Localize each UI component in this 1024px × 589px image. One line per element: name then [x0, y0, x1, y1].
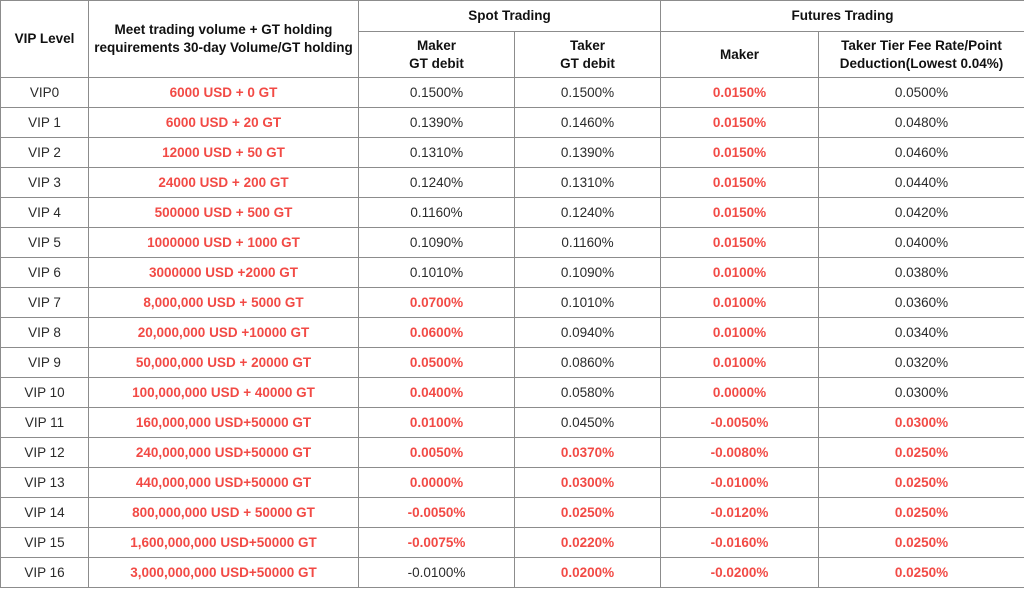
- futures-maker-cell: -0.0050%: [661, 408, 819, 438]
- spot-taker-cell: 0.1160%: [515, 228, 661, 258]
- futures-maker-header: Maker: [661, 32, 819, 78]
- table-row: [1, 108, 1024, 138]
- futures-taker-cell: 0.0250%: [819, 438, 1024, 468]
- futures-maker-cell: -0.0200%: [661, 558, 819, 588]
- futures-maker-cell: 0.0150%: [661, 228, 819, 258]
- spot-maker-cell: 0.1500%: [359, 78, 515, 108]
- futures-taker-header: [819, 32, 1024, 78]
- futures-taker-header-line1: Taker Tier Fee Rate/Point: [841, 37, 1002, 53]
- vip-level-cell: VIP 12: [1, 438, 89, 468]
- requirement-header: Meet trading volume + GT holding requirements 30-day Volume/GT holding: [89, 1, 359, 78]
- spot-maker-cell: -0.0075%: [359, 528, 515, 558]
- table-row: [1, 528, 1024, 558]
- table-row: [1, 168, 1024, 198]
- requirement-cell: 12000 USD + 50 GT: [89, 138, 359, 168]
- table-row: [1, 498, 1024, 528]
- spot-taker-cell: 0.0250%: [515, 498, 661, 528]
- futures-taker-header-line2: Deduction(Lowest 0.04%): [839, 55, 1004, 71]
- spot-taker-cell: 0.1500%: [515, 78, 661, 108]
- spot-maker-cell: -0.0100%: [359, 558, 515, 588]
- vip-level-cell: VIP 8: [1, 318, 89, 348]
- spot-maker-cell: -0.0050%: [359, 498, 515, 528]
- requirement-cell: 50,000,000 USD + 20000 GT: [89, 348, 359, 378]
- spot-taker-cell: 0.0300%: [515, 468, 661, 498]
- futures-taker-cell: 0.0360%: [819, 288, 1024, 318]
- vip-level-cell: VIP0: [1, 78, 89, 108]
- table-row: [1, 78, 1024, 108]
- table-row: [1, 288, 1024, 318]
- spot-taker-cell: 0.1010%: [515, 288, 661, 318]
- requirement-cell: 24000 USD + 200 GT: [89, 168, 359, 198]
- requirement-cell: 800,000,000 USD + 50000 GT: [89, 498, 359, 528]
- vip-level-cell: VIP 10: [1, 378, 89, 408]
- table-row: [1, 378, 1024, 408]
- vip-level-cell: VIP 11: [1, 408, 89, 438]
- vip-level-cell: VIP 13: [1, 468, 89, 498]
- spot-taker-cell: 0.0450%: [515, 408, 661, 438]
- futures-taker-cell: 0.0320%: [819, 348, 1024, 378]
- vip-level-cell: VIP 9: [1, 348, 89, 378]
- vip-level-cell: VIP 4: [1, 198, 89, 228]
- futures-maker-cell: -0.0120%: [661, 498, 819, 528]
- futures-maker-cell: 0.0100%: [661, 288, 819, 318]
- futures-maker-cell: 0.0100%: [661, 318, 819, 348]
- spot-taker-cell: 0.0580%: [515, 378, 661, 408]
- spot-taker-cell: 0.0220%: [515, 528, 661, 558]
- futures-taker-cell: 0.0400%: [819, 228, 1024, 258]
- requirement-cell: 6000 USD + 20 GT: [89, 108, 359, 138]
- spot-taker-header-line2: GT debit: [560, 55, 615, 71]
- futures-maker-cell: 0.0150%: [661, 168, 819, 198]
- table-row: [1, 438, 1024, 468]
- spot-maker-cell: 0.1160%: [359, 198, 515, 228]
- vip-level-cell: VIP 14: [1, 498, 89, 528]
- requirement-cell: 500000 USD + 500 GT: [89, 198, 359, 228]
- table-row: [1, 258, 1024, 288]
- spot-maker-cell: 0.0100%: [359, 408, 515, 438]
- vip-level-cell: VIP 5: [1, 228, 89, 258]
- spot-maker-header: [359, 32, 515, 78]
- requirement-cell: 160,000,000 USD+50000 GT: [89, 408, 359, 438]
- futures-maker-cell: 0.0150%: [661, 198, 819, 228]
- spot-taker-cell: 0.1090%: [515, 258, 661, 288]
- futures-taker-cell: 0.0300%: [819, 408, 1024, 438]
- spot-maker-cell: 0.0000%: [359, 468, 515, 498]
- vip-level-cell: VIP 1: [1, 108, 89, 138]
- futures-maker-cell: -0.0160%: [661, 528, 819, 558]
- futures-taker-cell: 0.0420%: [819, 198, 1024, 228]
- spot-maker-cell: 0.0700%: [359, 288, 515, 318]
- spot-taker-cell: 0.1310%: [515, 168, 661, 198]
- futures-taker-cell: 0.0250%: [819, 498, 1024, 528]
- spot-maker-header-line2: GT debit: [409, 55, 464, 71]
- requirement-cell: 240,000,000 USD+50000 GT: [89, 438, 359, 468]
- table-row: [1, 198, 1024, 228]
- futures-taker-cell: 0.0380%: [819, 258, 1024, 288]
- futures-taker-cell: 0.0340%: [819, 318, 1024, 348]
- spot-taker-cell: 0.0370%: [515, 438, 661, 468]
- spot-maker-cell: 0.1310%: [359, 138, 515, 168]
- spot-maker-cell: 0.1090%: [359, 228, 515, 258]
- futures-taker-cell: 0.0250%: [819, 558, 1024, 588]
- requirement-cell: 20,000,000 USD +10000 GT: [89, 318, 359, 348]
- futures-maker-cell: 0.0100%: [661, 348, 819, 378]
- requirement-cell: 440,000,000 USD+50000 GT: [89, 468, 359, 498]
- spot-maker-cell: 0.1390%: [359, 108, 515, 138]
- futures-taker-cell: 0.0250%: [819, 468, 1024, 498]
- spot-trading-header: Spot Trading: [359, 1, 661, 32]
- table-row: [1, 468, 1024, 498]
- vip-level-cell: VIP 16: [1, 558, 89, 588]
- futures-taker-cell: 0.0480%: [819, 108, 1024, 138]
- table-row: [1, 228, 1024, 258]
- futures-taker-cell: 0.0440%: [819, 168, 1024, 198]
- spot-maker-cell: 0.1010%: [359, 258, 515, 288]
- vip-level-header: VIP Level: [1, 1, 89, 78]
- futures-maker-cell: -0.0100%: [661, 468, 819, 498]
- vip-level-cell: VIP 7: [1, 288, 89, 318]
- spot-maker-cell: 0.1240%: [359, 168, 515, 198]
- requirement-cell: 6000 USD + 0 GT: [89, 78, 359, 108]
- futures-maker-cell: 0.0150%: [661, 108, 819, 138]
- futures-taker-cell: 0.0500%: [819, 78, 1024, 108]
- futures-taker-cell: 0.0460%: [819, 138, 1024, 168]
- fee-table-body: [1, 78, 1024, 588]
- spot-taker-header: [515, 32, 661, 78]
- requirement-cell: 1000000 USD + 1000 GT: [89, 228, 359, 258]
- spot-taker-header-line1: Taker: [569, 37, 606, 53]
- table-row: [1, 318, 1024, 348]
- futures-maker-cell: 0.0000%: [661, 378, 819, 408]
- vip-level-cell: VIP 2: [1, 138, 89, 168]
- requirement-cell: 8,000,000 USD + 5000 GT: [89, 288, 359, 318]
- table-row: [1, 558, 1024, 588]
- futures-taker-cell: 0.0300%: [819, 378, 1024, 408]
- futures-maker-cell: 0.0150%: [661, 138, 819, 168]
- futures-trading-header: Futures Trading: [661, 1, 1024, 32]
- table-row: [1, 138, 1024, 168]
- spot-taker-cell: 0.1390%: [515, 138, 661, 168]
- table-row: [1, 408, 1024, 438]
- spot-maker-header-line1: Maker: [416, 37, 457, 53]
- vip-level-cell: VIP 6: [1, 258, 89, 288]
- vip-level-cell: VIP 15: [1, 528, 89, 558]
- spot-taker-cell: 0.1460%: [515, 108, 661, 138]
- spot-maker-cell: 0.0050%: [359, 438, 515, 468]
- futures-maker-cell: 0.0150%: [661, 78, 819, 108]
- vip-level-cell: VIP 3: [1, 168, 89, 198]
- requirement-cell: 100,000,000 USD + 40000 GT: [89, 378, 359, 408]
- requirement-cell: 3,000,000,000 USD+50000 GT: [89, 558, 359, 588]
- futures-maker-cell: -0.0080%: [661, 438, 819, 468]
- table-row: [1, 348, 1024, 378]
- spot-maker-cell: 0.0600%: [359, 318, 515, 348]
- spot-taker-cell: 0.0940%: [515, 318, 661, 348]
- spot-maker-cell: 0.0500%: [359, 348, 515, 378]
- futures-taker-cell: 0.0250%: [819, 528, 1024, 558]
- spot-taker-cell: 0.1240%: [515, 198, 661, 228]
- spot-maker-cell: 0.0400%: [359, 378, 515, 408]
- requirement-cell: 1,600,000,000 USD+50000 GT: [89, 528, 359, 558]
- requirement-cell: 3000000 USD +2000 GT: [89, 258, 359, 288]
- spot-taker-cell: 0.0200%: [515, 558, 661, 588]
- spot-taker-cell: 0.0860%: [515, 348, 661, 378]
- futures-maker-cell: 0.0100%: [661, 258, 819, 288]
